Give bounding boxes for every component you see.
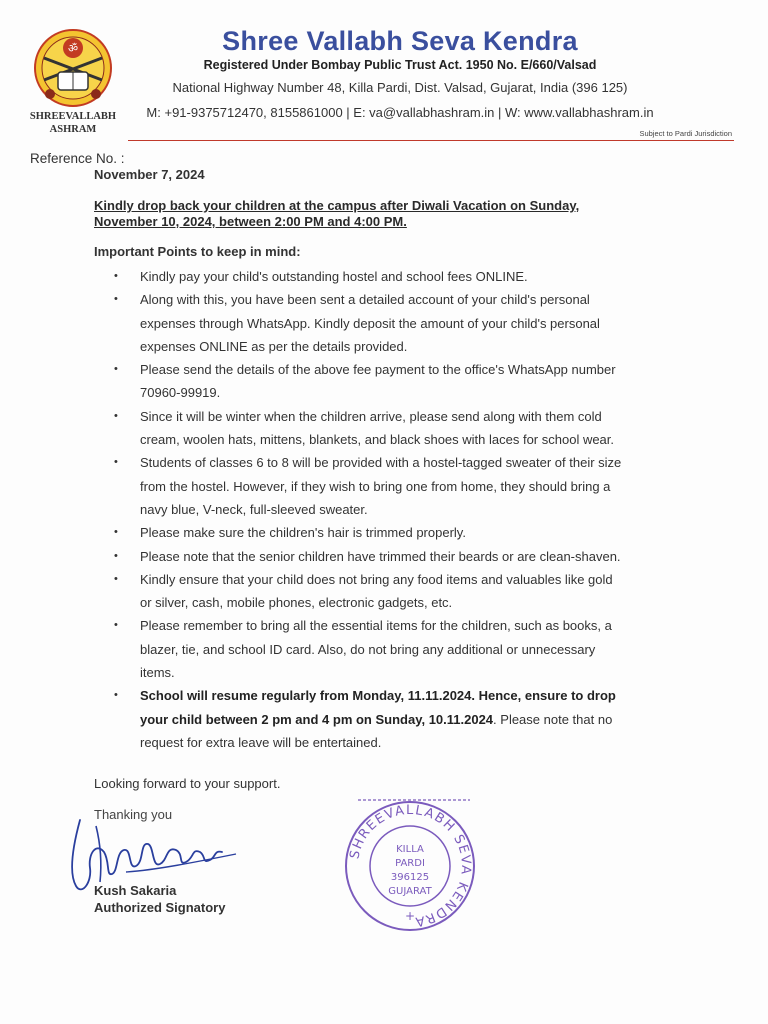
address-text: National Highway Number 48, Killa Pardi, Dist. Valsad, Gujarat, India (396 125)	[172, 80, 628, 95]
svg-text:ॐ: ॐ	[67, 42, 79, 55]
logo-caption-line2: ASHRAM	[49, 124, 97, 135]
stamp-line4: GUJARAT	[388, 886, 432, 897]
logo-caption	[14, 110, 132, 136]
list-item: • Along with this, you have been sent a detailed account of your child's personal expenses through WhatsApp. Kindly deposit the amount of your child's personal expenses ONLINE as per the details provided.	[94, 288, 674, 358]
list-item: • Kindly pay your child's outstanding hostel and school fees ONLINE.	[94, 265, 674, 288]
list-item: • Please make sure the children's hair is trimmed properly.	[94, 521, 674, 544]
closing-line: Looking forward to your support.	[94, 776, 281, 791]
stamp-line1: KILLA	[396, 844, 424, 855]
header-divider	[128, 140, 734, 141]
bullet-icon: •	[114, 456, 118, 469]
svg-text:+: +	[404, 909, 416, 923]
stamp-ring-text: SHREEVALLABH SEVA KENDRA	[347, 802, 474, 929]
bullet-icon: •	[114, 409, 118, 422]
bullet-icon: •	[114, 363, 118, 376]
ashram-logo	[30, 28, 116, 108]
list-item: • Please remember to bring all the essential items for the children, such as books, a blazer, tie, and school ID card. Also, do not bring any additional or unnecessary items.	[94, 614, 674, 684]
headline-line2: November 10, 2024, between 2:00 PM and 4:00 PM.	[94, 214, 407, 229]
signer-name: Kush Sakaria	[94, 883, 177, 898]
org-name: Shree Vallabh Seva Kendra	[222, 26, 578, 56]
list-item: • Kindly ensure that your child does not bring any food items and valuables like gold or silver, cash, mobile phones, electronic gadgets, etc.	[94, 568, 674, 615]
registration-text: Registered Under Bombay Public Trust Act. 1950 No. E/660/Valsad	[203, 58, 597, 72]
bullet-icon: •	[114, 619, 118, 632]
seal-stamp	[340, 794, 480, 934]
contact-text: M: +91-9375712470, 8155861000 | E: va@vallabhashram.in | W: www.vallabhashram.in	[146, 105, 654, 120]
list-item: • Students of classes 6 to 8 will be provided with a hostel-tagged sweater of their size from the hostel. However, if they wish to bring one from home, they should bring a navy blue, V-neck, full-sleeved sweater.	[94, 451, 674, 521]
points-list	[94, 265, 674, 754]
bullet-icon: •	[114, 526, 118, 539]
reference-label: Reference No. :	[30, 151, 125, 166]
letter-headline	[94, 198, 634, 230]
signer-title: Authorized Signatory	[94, 900, 226, 915]
bullet-icon: •	[114, 293, 118, 306]
bullet-icon: •	[114, 572, 118, 585]
important-heading: Important Points to keep in mind:	[94, 244, 301, 259]
list-item: • Since it will be winter when the children arrive, please send along with them cold cream, woolen hats, mittens, blankets, and black shoes with laces for school wear.	[94, 405, 674, 452]
list-item-final: • School will resume regularly from Monday, 11.11.2024. Hence, ensure to drop your child between 2 pm and 4 pm on Sunday, 10.11.2024. Please note that no request for extra leave will be entertained.	[94, 684, 674, 754]
bullet-icon: •	[114, 549, 118, 562]
thanks-line: Thanking you	[94, 807, 173, 822]
jurisdiction-note: Subject to Pardi Jurisdiction	[639, 129, 732, 138]
list-item: • Please note that the senior children have trimmed their beards or are clean-shaven.	[94, 545, 674, 568]
logo-caption-line1: SHREEVALLABH	[29, 111, 117, 122]
headline-line1: Kindly drop back your children at the campus after Diwali Vacation on Sunday,	[94, 198, 580, 213]
list-item: • Please send the details of the above fee payment to the office's WhatsApp number 70960-99919.	[94, 358, 674, 405]
bullet-icon: •	[114, 270, 118, 282]
stamp-line3: 396125	[390, 872, 430, 883]
stamp-line2: PARDI	[395, 858, 425, 869]
bullet-icon: •	[114, 689, 118, 702]
letter-date: November 7, 2024	[94, 167, 205, 182]
